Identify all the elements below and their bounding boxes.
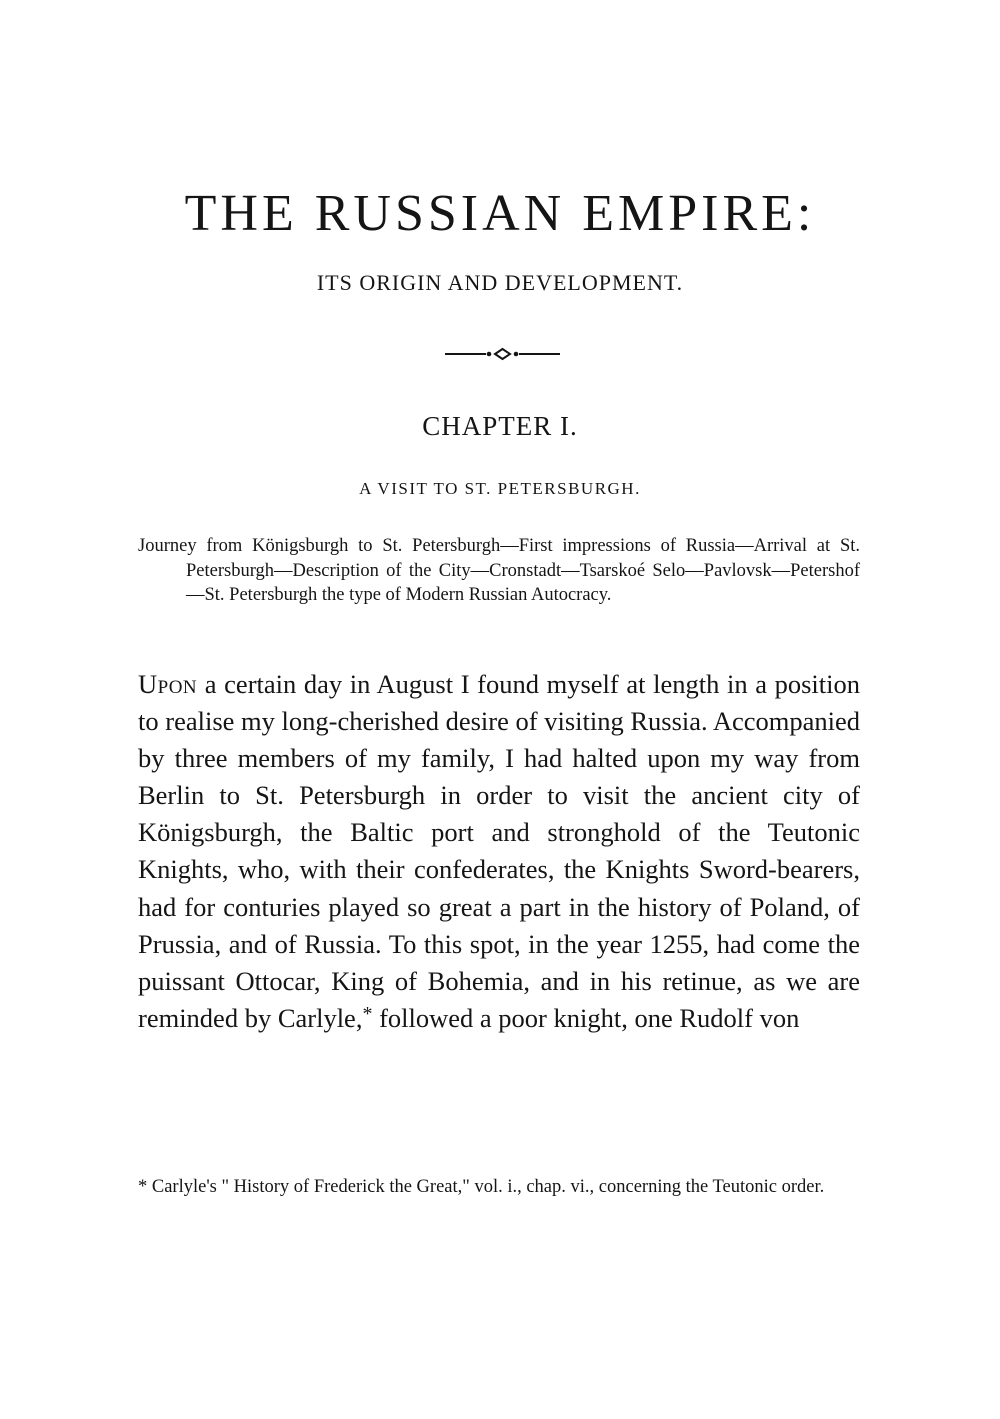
footnote-mark: * (138, 1177, 148, 1197)
footnote-text: Carlyle's " History of Frederick the Great," vol. i., chap. vi., concerning the Teutonic order. (151, 1177, 825, 1197)
ornamental-rule-icon (445, 346, 560, 362)
chapter-summary: Journey from Königsburgh to St. Petersburgh—First impressions of Russia—Arrival at St. Petersburgh—Description of the City—Cronstadt—Tsarskoé Selo—Pavlovsk—Petershof—St. Petersburgh the type of Modern Russian Autocracy. (138, 536, 860, 605)
body-text-after-note: followed a poor knight, one Rudolf von (379, 1002, 800, 1033)
chapter-heading: CHAPTER I. (422, 411, 578, 441)
opening-word: Upon (138, 669, 198, 699)
chapter-title: A VISIT TO ST. PETERSBURGH. (359, 479, 641, 498)
body-text-before-note: a certain day in August I found myself at length in a position to realise my long-cherished desire of visiting Russia. Accompanied by three members of my family, I had halted upon my way from Berlin to St. Petersburgh in order to visit the ancient city of Königsburgh, the Baltic port and stronghold of the Teutonic Knights, who, with their confederates, the Knights Sword-bearers, had for conturies played so great a part in the history of Poland, of Prussia, and of Russia. To this spot, in the year 1255, had come the puissant Ottocar, King of Bohemia, and in his retinue, as we are reminded by Carlyle, (138, 669, 860, 1033)
book-subtitle: ITS ORIGIN AND DEVELOPMENT. (316, 270, 684, 295)
footnote-reference-mark: * (362, 1002, 373, 1025)
chapter-body-text (138, 666, 860, 1037)
book-title: THE RUSSIAN EMPIRE: (184, 185, 816, 242)
footnote (138, 1174, 860, 1201)
